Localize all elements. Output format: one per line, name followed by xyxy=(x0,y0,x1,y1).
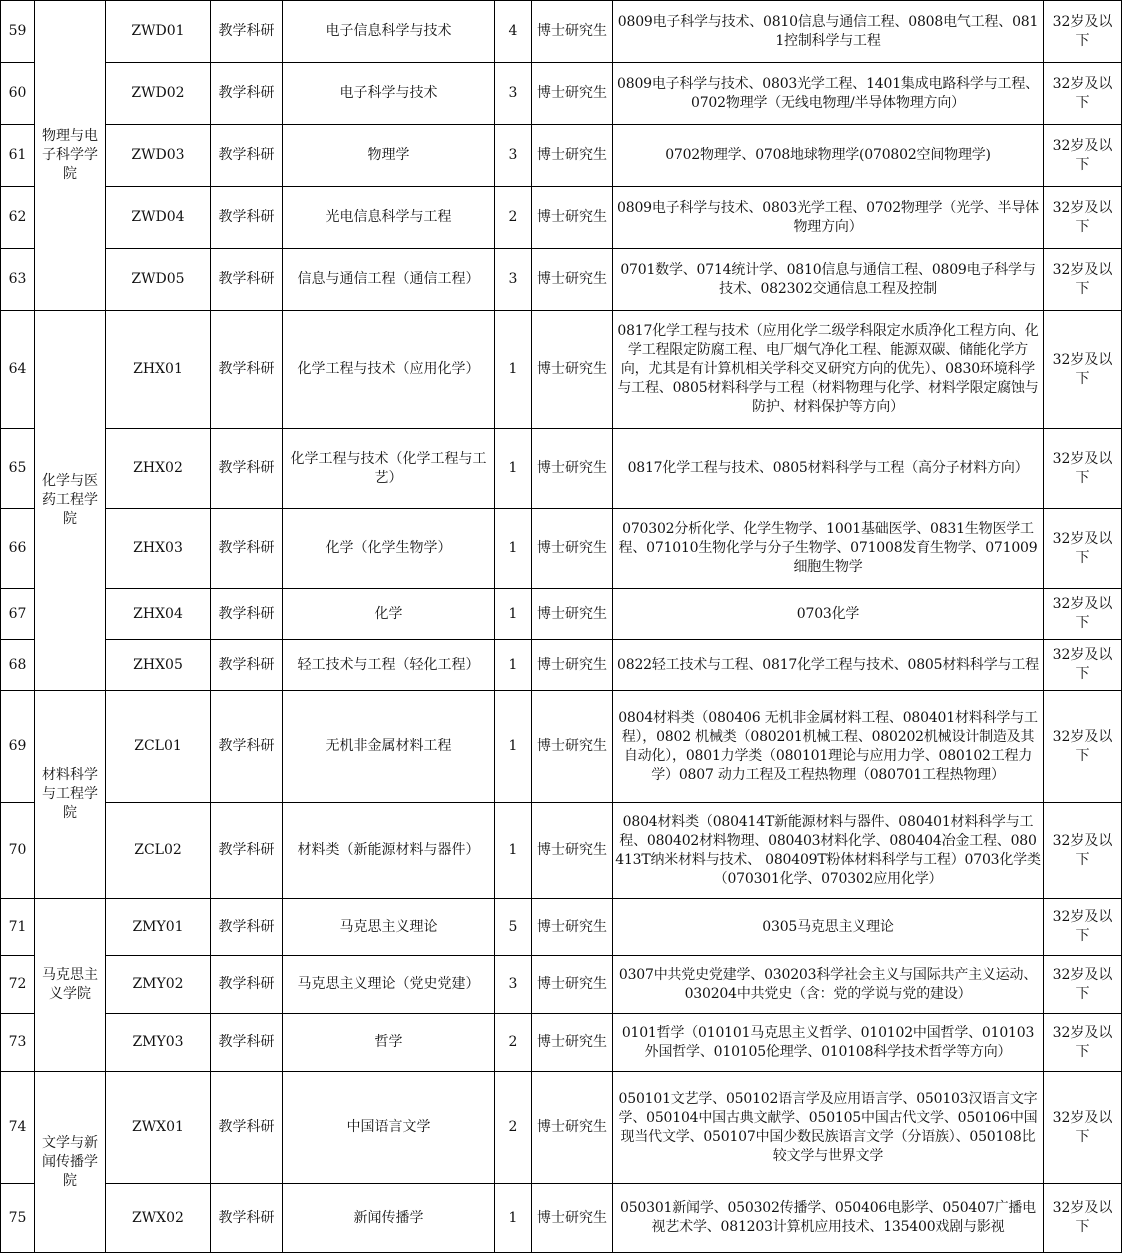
table-row xyxy=(1,311,1122,429)
major-requirement: 0809电子科学与技术、0803光学工程、1401集成电路科学与工程、0702物理学（无线电物理/半导体物理方向） xyxy=(613,63,1044,125)
age-limit: 32岁及以下 xyxy=(1044,640,1122,691)
major-name: 信息与通信工程（通信工程） xyxy=(283,249,495,311)
degree-level: 博士研究生 xyxy=(532,509,613,589)
position-type: 教学科研 xyxy=(211,803,283,899)
age-limit: 32岁及以下 xyxy=(1044,429,1122,509)
hire-count: 1 xyxy=(495,429,532,509)
table-row xyxy=(1,63,1122,125)
degree-level: 博士研究生 xyxy=(532,63,613,125)
major-name: 物理学 xyxy=(283,125,495,187)
major-requirement: 0101哲学（010101马克思主义哲学、010102中国哲学、010103外国哲学、010105伦理学、010108科学技术哲学等方向） xyxy=(613,1014,1044,1072)
row-number: 64 xyxy=(1,311,35,429)
position-code: ZHX02 xyxy=(106,429,211,509)
hire-count: 4 xyxy=(495,1,532,63)
major-requirement: 0703化学 xyxy=(613,589,1044,640)
hire-count: 1 xyxy=(495,803,532,899)
major-name: 马克思主义理论（党史党建） xyxy=(283,956,495,1014)
position-type: 教学科研 xyxy=(211,956,283,1014)
position-type: 教学科研 xyxy=(211,1184,283,1253)
degree-level: 博士研究生 xyxy=(532,691,613,803)
position-code: ZMY02 xyxy=(106,956,211,1014)
age-limit: 32岁及以下 xyxy=(1044,311,1122,429)
major-requirement: 0305马克思主义理论 xyxy=(613,899,1044,956)
degree-level: 博士研究生 xyxy=(532,249,613,311)
hire-count: 1 xyxy=(495,1184,532,1253)
row-number: 62 xyxy=(1,187,35,249)
table-row xyxy=(1,125,1122,187)
row-number: 66 xyxy=(1,509,35,589)
age-limit: 32岁及以下 xyxy=(1044,1014,1122,1072)
major-requirement: 0804材料类（080406 无机非金属材料工程、080401材料科学与工程），0802 机械类（080201机械工程、080202机械设计制造及其自动化），0801力学类（080101理论与应用力学、080102工程力学）0807 动力工程及工程热物理（080701工程热物理） xyxy=(613,691,1044,803)
position-type: 教学科研 xyxy=(211,63,283,125)
table-row xyxy=(1,1072,1122,1184)
position-code: ZCL01 xyxy=(106,691,211,803)
position-type: 教学科研 xyxy=(211,1,283,63)
hire-count: 2 xyxy=(495,1072,532,1184)
position-code: ZMY01 xyxy=(106,899,211,956)
row-number: 68 xyxy=(1,640,35,691)
table-row xyxy=(1,509,1122,589)
degree-level: 博士研究生 xyxy=(532,311,613,429)
position-code: ZWD03 xyxy=(106,125,211,187)
age-limit: 32岁及以下 xyxy=(1044,1,1122,63)
table-row xyxy=(1,187,1122,249)
position-code: ZWD05 xyxy=(106,249,211,311)
age-limit: 32岁及以下 xyxy=(1044,691,1122,803)
age-limit: 32岁及以下 xyxy=(1044,956,1122,1014)
degree-level: 博士研究生 xyxy=(532,589,613,640)
major-requirement: 070302分析化学、化学生物学、1001基础医学、0831生物医学工程、071010生物化学与分子生物学、071008发育生物学、071009细胞生物学 xyxy=(613,509,1044,589)
position-code: ZHX04 xyxy=(106,589,211,640)
position-type: 教学科研 xyxy=(211,125,283,187)
position-type: 教学科研 xyxy=(211,311,283,429)
major-name: 化学（化学生物学） xyxy=(283,509,495,589)
age-limit: 32岁及以下 xyxy=(1044,125,1122,187)
position-type: 教学科研 xyxy=(211,899,283,956)
degree-level: 博士研究生 xyxy=(532,1072,613,1184)
age-limit: 32岁及以下 xyxy=(1044,1184,1122,1253)
position-type: 教学科研 xyxy=(211,589,283,640)
table-row xyxy=(1,1014,1122,1072)
degree-level: 博士研究生 xyxy=(532,1014,613,1072)
age-limit: 32岁及以下 xyxy=(1044,187,1122,249)
row-number: 67 xyxy=(1,589,35,640)
degree-level: 博士研究生 xyxy=(532,640,613,691)
table-row xyxy=(1,899,1122,956)
age-limit: 32岁及以下 xyxy=(1044,249,1122,311)
major-name: 中国语言文学 xyxy=(283,1072,495,1184)
major-requirement: 0701数学、0714统计学、0810信息与通信工程、0809电子科学与技术、082302交通信息工程及控制 xyxy=(613,249,1044,311)
major-requirement: 0307中共党史党建学、030203科学社会主义与国际共产主义运动、030204中共党史（含：党的学说与党的建设） xyxy=(613,956,1044,1014)
position-code: ZMY03 xyxy=(106,1014,211,1072)
table-row xyxy=(1,1184,1122,1253)
hire-count: 3 xyxy=(495,956,532,1014)
position-type: 教学科研 xyxy=(211,1014,283,1072)
table-row xyxy=(1,691,1122,803)
table-row xyxy=(1,429,1122,509)
position-code: ZHX05 xyxy=(106,640,211,691)
row-number: 73 xyxy=(1,1014,35,1072)
major-name: 化学工程与技术（应用化学） xyxy=(283,311,495,429)
age-limit: 32岁及以下 xyxy=(1044,509,1122,589)
position-code: ZWX02 xyxy=(106,1184,211,1253)
major-name: 光电信息科学与工程 xyxy=(283,187,495,249)
age-limit: 32岁及以下 xyxy=(1044,899,1122,956)
department-cell: 化学与医药工程学院 xyxy=(35,311,106,691)
major-requirement: 050101文艺学、050102语言学及应用语言学、050103汉语言文字学、050104中国古典文献学、050105中国古代文学、050106中国现当代文学、050107中国少数民族语言文学（分语族）、050108比较文学与世界文学 xyxy=(613,1072,1044,1184)
major-requirement: 050301新闻学、050302传播学、050406电影学、050407广播电视艺术学、081203计算机应用技术、135400戏剧与影视 xyxy=(613,1184,1044,1253)
position-code: ZHX03 xyxy=(106,509,211,589)
position-type: 教学科研 xyxy=(211,429,283,509)
major-name: 马克思主义理论 xyxy=(283,899,495,956)
department-cell: 材料科学与工程学院 xyxy=(35,691,106,899)
degree-level: 博士研究生 xyxy=(532,1,613,63)
table-row xyxy=(1,1,1122,63)
age-limit: 32岁及以下 xyxy=(1044,1072,1122,1184)
row-number: 74 xyxy=(1,1072,35,1184)
row-number: 60 xyxy=(1,63,35,125)
position-type: 教学科研 xyxy=(211,249,283,311)
major-requirement: 0809电子科学与技术、0803光学工程、0702物理学（光学、半导体物理方向） xyxy=(613,187,1044,249)
degree-level: 博士研究生 xyxy=(532,899,613,956)
major-name: 新闻传播学 xyxy=(283,1184,495,1253)
major-requirement: 0817化学工程与技术（应用化学二级学科限定水质净化工程方向、化学工程限定防腐工程、电厂烟气净化工程、能源双碳、储能化学方向，尤其是有计算机相关学科交叉研究方向的优先）、0830环境科学与工程、0805材料科学与工程（材料物理与化学、材料学限定腐蚀与防护、材料保护等方向） xyxy=(613,311,1044,429)
major-name: 化学 xyxy=(283,589,495,640)
hire-count: 3 xyxy=(495,125,532,187)
position-type: 教学科研 xyxy=(211,509,283,589)
position-type: 教学科研 xyxy=(211,1072,283,1184)
major-name: 电子信息科学与技术 xyxy=(283,1,495,63)
hire-count: 1 xyxy=(495,509,532,589)
position-code: ZHX01 xyxy=(106,311,211,429)
hire-count: 3 xyxy=(495,249,532,311)
department-cell: 马克思主义学院 xyxy=(35,899,106,1072)
row-number: 61 xyxy=(1,125,35,187)
hire-count: 1 xyxy=(495,589,532,640)
table-row xyxy=(1,956,1122,1014)
row-number: 72 xyxy=(1,956,35,1014)
major-name: 轻工技术与工程（轻化工程） xyxy=(283,640,495,691)
major-requirement: 0804材料类（080414T新能源材料与器件、080401材料科学与工程、080402材料物理、080403材料化学、080404冶金工程、080413T纳米材料与技术、 080409T粉体材料科学与工程）0703化学类（070301化学、070302应用化学） xyxy=(613,803,1044,899)
major-name: 无机非金属材料工程 xyxy=(283,691,495,803)
age-limit: 32岁及以下 xyxy=(1044,63,1122,125)
major-name: 哲学 xyxy=(283,1014,495,1072)
table-row xyxy=(1,640,1122,691)
major-requirement: 0702物理学、0708地球物理学(070802空间物理学) xyxy=(613,125,1044,187)
degree-level: 博士研究生 xyxy=(532,956,613,1014)
table-body xyxy=(1,1,1122,1253)
age-limit: 32岁及以下 xyxy=(1044,803,1122,899)
major-requirement: 0809电子科学与技术、0810信息与通信工程、0808电气工程、0811控制科学与工程 xyxy=(613,1,1044,63)
major-name: 材料类（新能源材料与器件） xyxy=(283,803,495,899)
hire-count: 5 xyxy=(495,899,532,956)
row-number: 63 xyxy=(1,249,35,311)
hire-count: 3 xyxy=(495,63,532,125)
table-row xyxy=(1,249,1122,311)
major-name: 化学工程与技术（化学工程与工艺） xyxy=(283,429,495,509)
degree-level: 博士研究生 xyxy=(532,1184,613,1253)
position-type: 教学科研 xyxy=(211,691,283,803)
position-code: ZWD04 xyxy=(106,187,211,249)
department-cell: 文学与新闻传播学院 xyxy=(35,1072,106,1253)
degree-level: 博士研究生 xyxy=(532,125,613,187)
degree-level: 博士研究生 xyxy=(532,803,613,899)
position-type: 教学科研 xyxy=(211,640,283,691)
position-code: ZWX01 xyxy=(106,1072,211,1184)
row-number: 75 xyxy=(1,1184,35,1253)
age-limit: 32岁及以下 xyxy=(1044,589,1122,640)
major-requirement: 0817化学工程与技术、0805材料科学与工程（高分子材料方向） xyxy=(613,429,1044,509)
hire-count: 1 xyxy=(495,640,532,691)
row-number: 59 xyxy=(1,1,35,63)
position-code: ZWD02 xyxy=(106,63,211,125)
row-number: 69 xyxy=(1,691,35,803)
department-cell: 物理与电子科学学院 xyxy=(35,1,106,311)
hire-count: 1 xyxy=(495,691,532,803)
major-name: 电子科学与技术 xyxy=(283,63,495,125)
major-requirement: 0822轻工技术与工程、0817化学工程与技术、0805材料科学与工程 xyxy=(613,640,1044,691)
table-row xyxy=(1,589,1122,640)
degree-level: 博士研究生 xyxy=(532,429,613,509)
row-number: 70 xyxy=(1,803,35,899)
position-type: 教学科研 xyxy=(211,187,283,249)
table-row xyxy=(1,803,1122,899)
hire-count: 2 xyxy=(495,1014,532,1072)
row-number: 65 xyxy=(1,429,35,509)
row-number: 71 xyxy=(1,899,35,956)
position-code: ZWD01 xyxy=(106,1,211,63)
hire-count: 1 xyxy=(495,311,532,429)
hire-count: 2 xyxy=(495,187,532,249)
degree-level: 博士研究生 xyxy=(532,187,613,249)
position-code: ZCL02 xyxy=(106,803,211,899)
